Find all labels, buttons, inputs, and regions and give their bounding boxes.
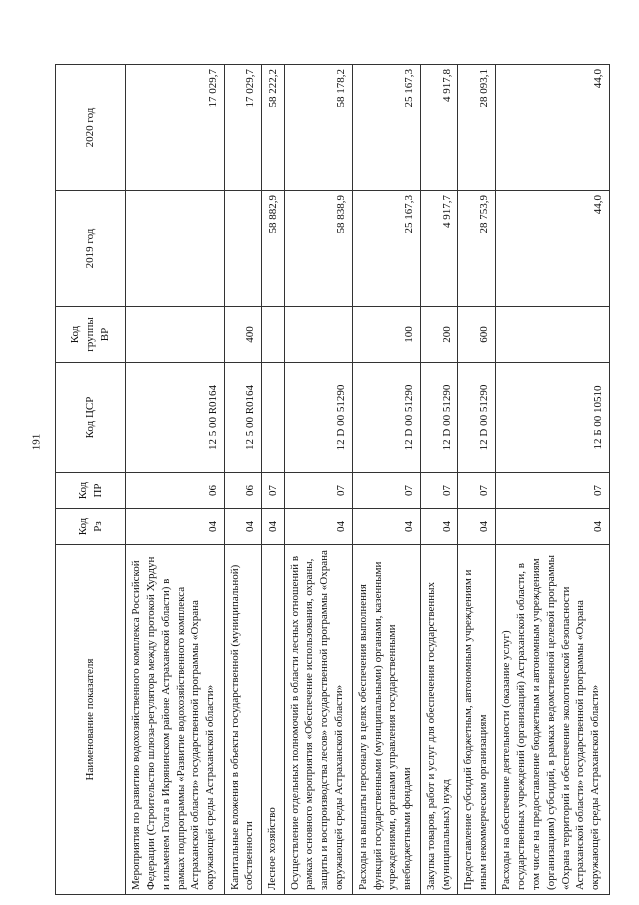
row-name: Капитальные вложения в объекты государственной (муниципальной) собственности	[224, 545, 262, 895]
table-row	[496, 65, 610, 895]
row-pr: 07	[352, 473, 420, 509]
row-2019: 28 753,9	[458, 191, 496, 307]
header-2019: 2019 год	[56, 191, 126, 307]
table-row	[262, 65, 284, 895]
row-2020: 25 167,3	[352, 65, 420, 191]
row-vr: 100	[352, 307, 420, 363]
row-pr: 07	[458, 473, 496, 509]
row-2019: 58 882,9	[262, 191, 284, 307]
row-2020: 58 178,2	[284, 65, 352, 191]
header-name: Наименование показателя	[56, 545, 126, 895]
table-header-row	[56, 65, 126, 895]
row-vr	[284, 307, 352, 363]
row-vr	[496, 307, 610, 363]
row-pr: 07	[420, 473, 458, 509]
row-2019	[224, 191, 262, 307]
row-name: Мероприятия по развитию водохозяйственного комплекса Российской Федерации (Строительство шлюза-регулятора между протокой Хурдун и ильменем Голга в Икрянинском районе Астраханской области) в рамках подпрограммы «Развитие водохозяйственного комплекса Астраханской области» государственной программы «Охрана окружающей среды Астраханской области»	[126, 545, 225, 895]
row-2019: 44,0	[496, 191, 610, 307]
row-vr	[126, 307, 225, 363]
row-csr: 12 5 00 R0164	[126, 363, 225, 473]
table-row	[352, 65, 420, 895]
page-number: 191	[30, 433, 43, 451]
row-name: Предоставление субсидий бюджетным, автономным учреждениям и иным некоммерческим организациям	[458, 545, 496, 895]
header-rz: Код Рз	[56, 509, 126, 545]
table-row	[458, 65, 496, 895]
row-2020: 17 029,7	[126, 65, 225, 191]
row-name: Расходы на выплаты персоналу в целях обеспечения выполнения функций государственными (муниципальными) органами, казенными учреждениями, органами управления государственными внебюджетными фондами	[352, 545, 420, 895]
row-pr: 06	[126, 473, 225, 509]
row-rz: 04	[496, 509, 610, 545]
table-row	[224, 65, 262, 895]
row-vr: 400	[224, 307, 262, 363]
table-row	[420, 65, 458, 895]
table-row	[126, 65, 225, 895]
row-2019: 58 838,9	[284, 191, 352, 307]
row-csr: 12 D 00 51290	[284, 363, 352, 473]
rotated-table-container	[55, 65, 610, 895]
row-rz: 04	[420, 509, 458, 545]
row-pr: 07	[496, 473, 610, 509]
row-rz: 04	[126, 509, 225, 545]
header-csr: Код ЦСР	[56, 363, 126, 473]
row-pr: 07	[262, 473, 284, 509]
row-name: Расходы на обеспечение деятельности (оказание услуг) государственных учреждений (организаций) Астраханской области, в том числе на предоставление бюджетным и автономным учреждениям (организациям) субсидий, в рамках ведомственной целевой программы «Охрана территорий и обеспечение экологической безопасности Астраханской области» государственной программы «Охрана окружающей среды Астраханской области»	[496, 545, 610, 895]
row-csr: 12 Б 00 10510	[496, 363, 610, 473]
row-rz: 04	[458, 509, 496, 545]
row-rz: 04	[284, 509, 352, 545]
row-csr: 12 D 00 51290	[352, 363, 420, 473]
header-pr: Код ПР	[56, 473, 126, 509]
table-row	[284, 65, 352, 895]
row-csr: 12 D 00 51290	[420, 363, 458, 473]
row-rz: 04	[262, 509, 284, 545]
row-2019: 25 167,3	[352, 191, 420, 307]
row-pr: 06	[224, 473, 262, 509]
row-vr: 600	[458, 307, 496, 363]
row-2020: 44,0	[496, 65, 610, 191]
row-2019: 4 917,7	[420, 191, 458, 307]
row-pr: 07	[284, 473, 352, 509]
header-vr: Код группы ВР	[56, 307, 126, 363]
header-2020: 2020 год	[56, 65, 126, 191]
row-rz: 04	[352, 509, 420, 545]
row-rz: 04	[224, 509, 262, 545]
row-csr: 12 D 00 51290	[458, 363, 496, 473]
row-csr	[262, 363, 284, 473]
row-name: Осуществление отдельных полномочий в области лесных отношений в рамках основного мероприятия «Обеспечение использования, охраны, защиты и воспроизводства лесов» государственной программы «Охрана окружающей среды Астраханской области»	[284, 545, 352, 895]
row-2020: 58 222,2	[262, 65, 284, 191]
row-2020: 17 029,7	[224, 65, 262, 191]
row-2020: 28 093,1	[458, 65, 496, 191]
row-name: Лесное хозяйство	[262, 545, 284, 895]
row-name: Закупка товаров, работ и услуг для обеспечения государственных (муниципальных) нужд	[420, 545, 458, 895]
row-vr	[262, 307, 284, 363]
row-csr: 12 5 00 R0164	[224, 363, 262, 473]
row-2019	[126, 191, 225, 307]
row-2020: 4 917,8	[420, 65, 458, 191]
row-vr: 200	[420, 307, 458, 363]
budget-table	[55, 64, 610, 895]
